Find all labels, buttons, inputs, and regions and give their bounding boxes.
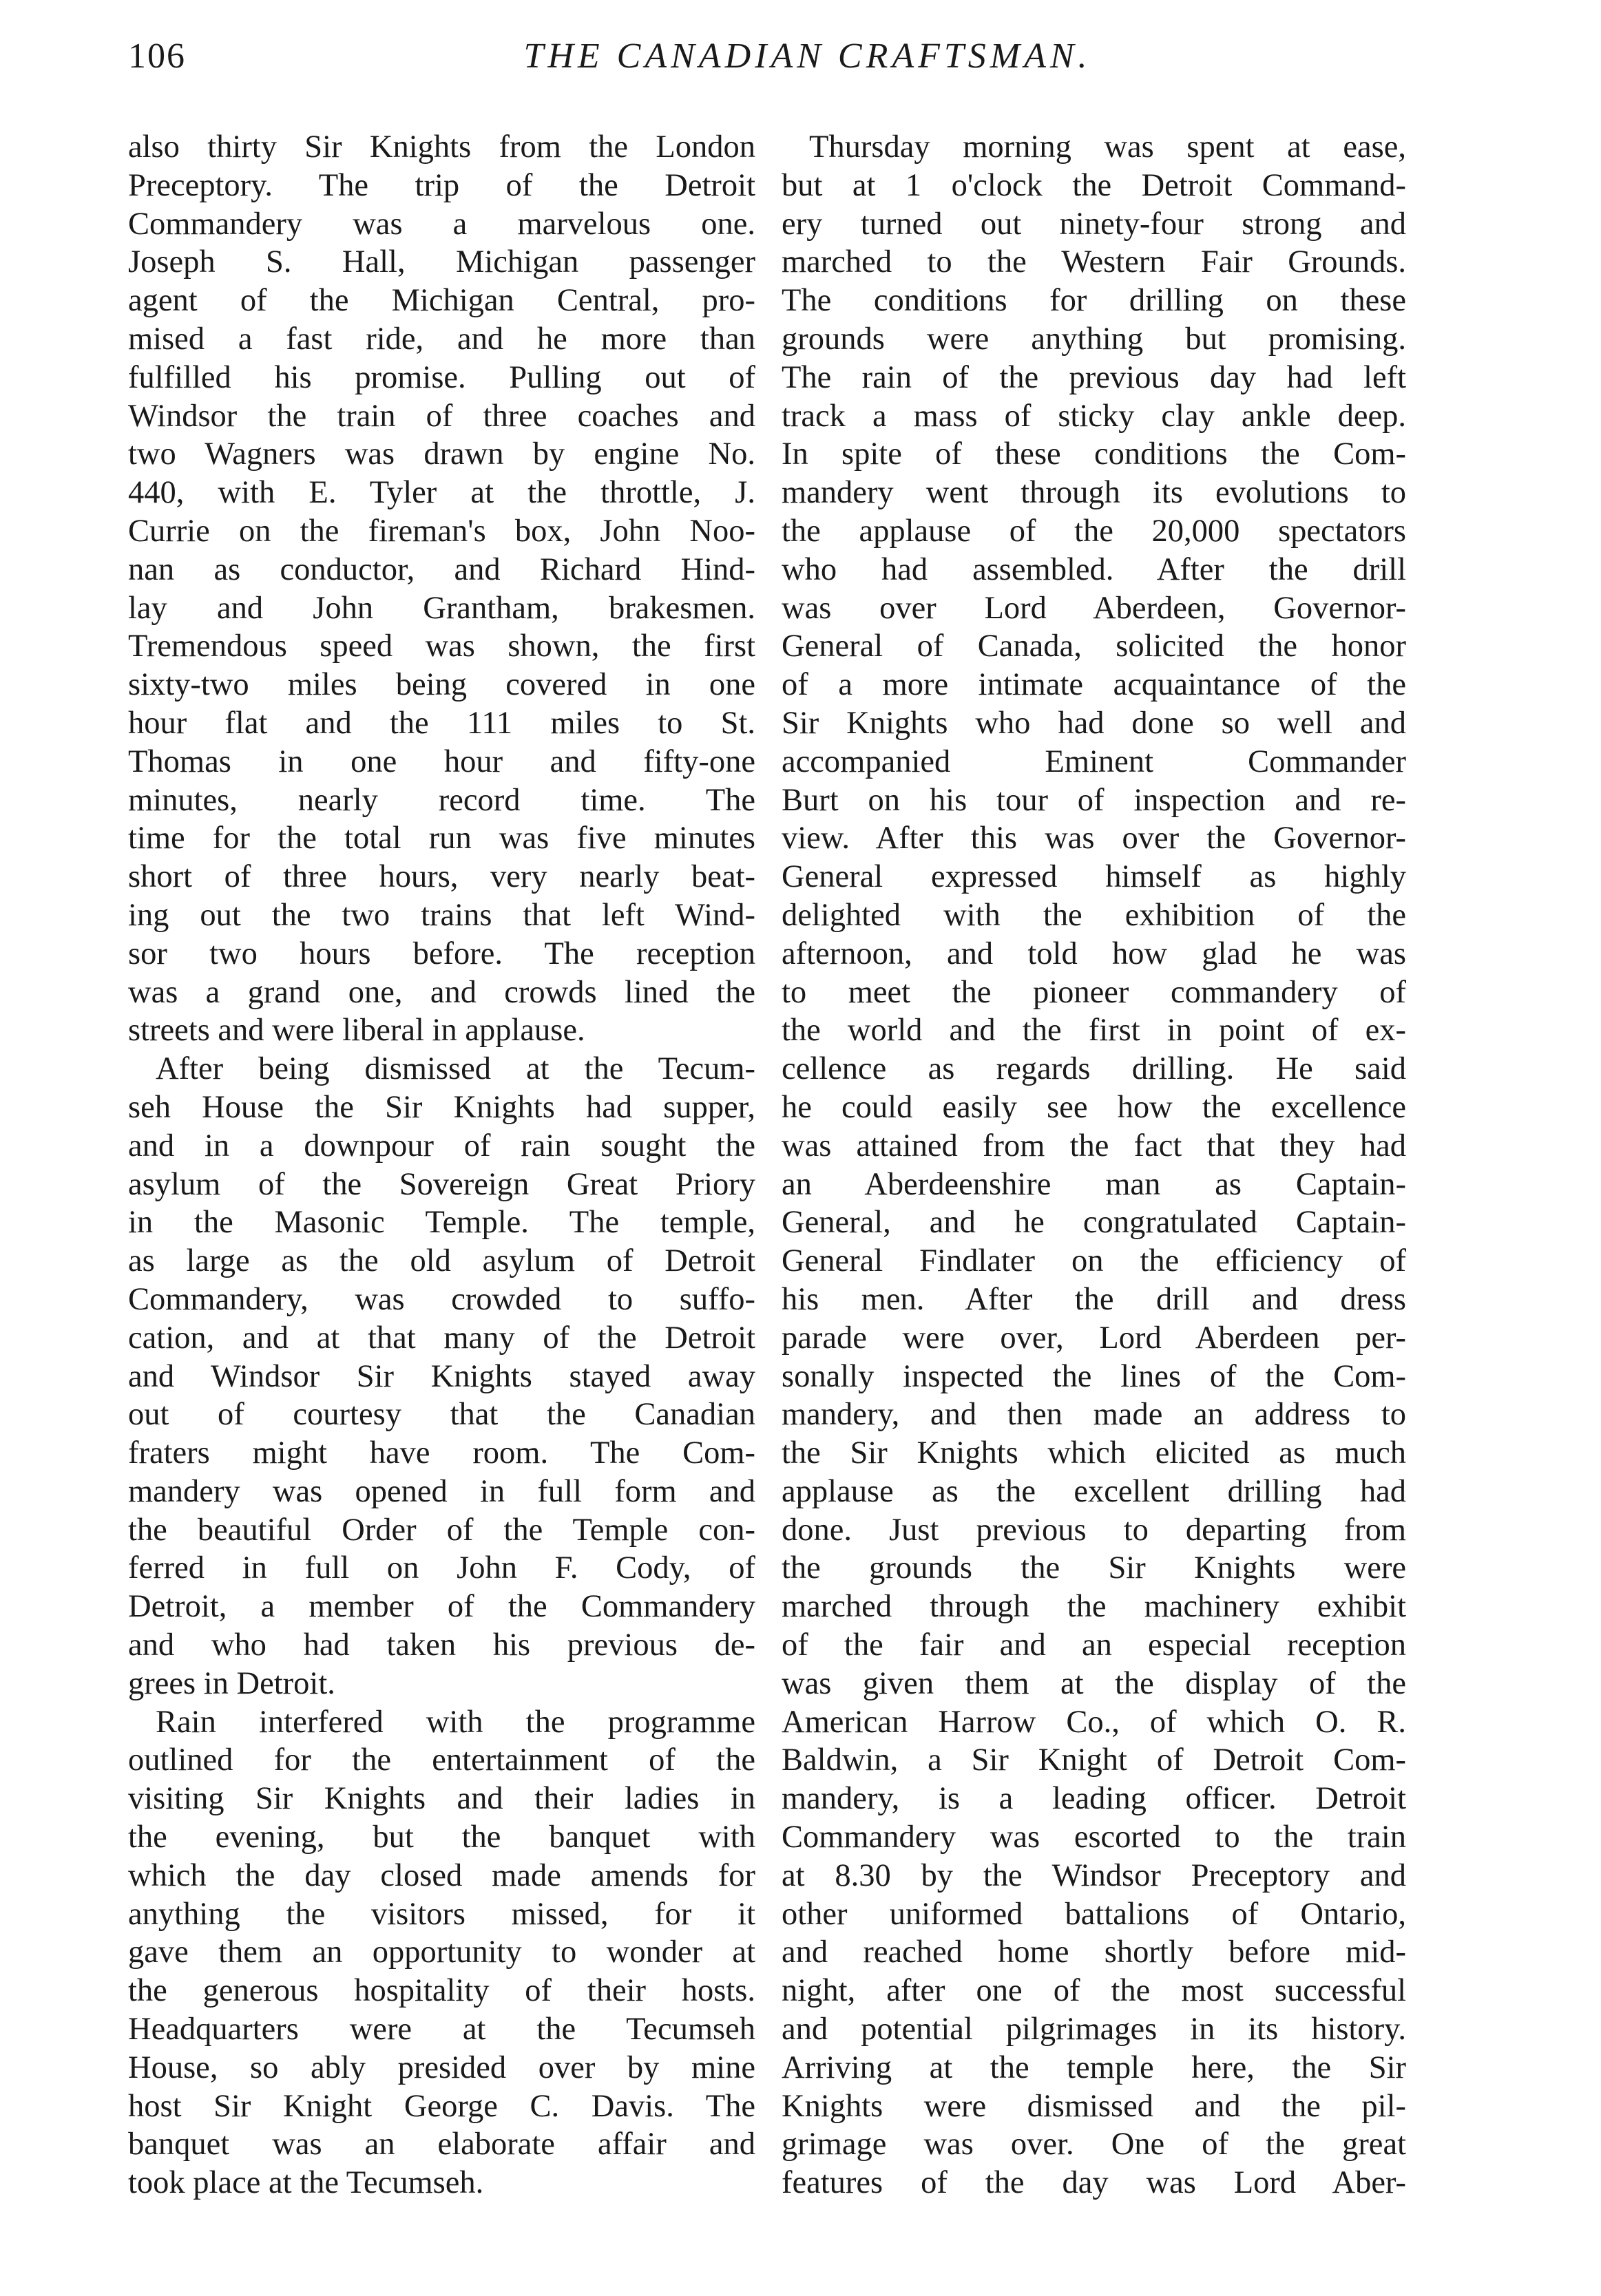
text-line: the generous hospitality of their hosts. [128, 1973, 755, 2009]
text-line: visiting Sir Knights and their ladies in [128, 1781, 755, 1817]
text-line: the world and the first in point of ex- [782, 1013, 1406, 1049]
text-line: sor two hours before. The reception [128, 936, 755, 971]
text-line: and potential pilgrimages in its history. [782, 2012, 1406, 2047]
text-line: General expressed himself as highly [782, 859, 1406, 895]
text-line: at 8.30 by the Windsor Preceptory and [782, 1857, 1406, 1893]
text-line: he could easily see how the excellence [782, 1089, 1406, 1125]
text-line: grimage was over. One of the great [782, 2127, 1406, 2162]
text-line: General Findlater on the efficiency of [782, 1243, 1406, 1279]
text-line: hour flat and the 111 miles to St. [128, 705, 755, 741]
text-line: Thursday morning was spent at ease, [809, 129, 1406, 165]
text-line: ery turned out ninety-four strong and [782, 206, 1406, 242]
text-line: marched through the machinery exhibit [782, 1589, 1406, 1625]
text-line: which the day closed made amends for [128, 1857, 755, 1893]
text-line: Detroit, a member of the Commandery [128, 1589, 755, 1625]
text-line: accompanied Eminent Commander [782, 744, 1406, 779]
text-line: the applause of the 20,000 spectators [782, 513, 1406, 549]
text-line: was a grand one, and crowds lined the [128, 974, 755, 1010]
text-line: Windsor the train of three coaches and [128, 398, 755, 434]
text-line: applause as the excellent drilling had [782, 1473, 1406, 1509]
text-line: Preceptory. The trip of the Detroit [128, 167, 755, 203]
text-line: fulfilled his promise. Pulling out of [128, 359, 755, 395]
text-line: night, after one of the most successful [782, 1973, 1406, 2009]
text-line: out of courtesy that the Canadian [128, 1397, 755, 1433]
text-line: and in a downpour of rain sought the [128, 1128, 755, 1163]
text-line: host Sir Knight George C. Davis. The [128, 2088, 755, 2124]
text-line: two Wagners was drawn by engine No. [128, 436, 755, 472]
text-line: ferred in full on John F. Cody, of [128, 1550, 755, 1586]
text-line: minutes, nearly record time. The [128, 782, 755, 818]
text-line: also thirty Sir Knights from the London [128, 129, 755, 165]
text-line: Currie on the fireman's box, John Noo- [128, 513, 755, 549]
text-line: and Windsor Sir Knights stayed away [128, 1358, 755, 1394]
text-line: After being dismissed at the Tecum- [156, 1051, 755, 1087]
text-line: Tremendous speed was shown, the first [128, 629, 755, 664]
text-line: asylum of the Sovereign Great Priory [128, 1166, 755, 1202]
text-line: marched to the Western Fair Grounds. [782, 244, 1406, 280]
right-column [782, 128, 1406, 2202]
text-line: Thomas in one hour and fifty-one [128, 744, 755, 779]
text-line: agent of the Michigan Central, pro- [128, 283, 755, 319]
text-line: grounds were anything but promising. [782, 321, 1406, 357]
text-line: was over Lord Aberdeen, Governor- [782, 590, 1406, 626]
text-line: and who had taken his previous de- [128, 1628, 755, 1663]
text-line: Baldwin, a Sir Knight of Detroit Com- [782, 1742, 1406, 1778]
text-line: of the fair and an especial reception [782, 1628, 1406, 1663]
text-line: nan as conductor, and Richard Hind- [128, 551, 755, 587]
text-line: of a more intimate acquaintance of the [782, 667, 1406, 703]
text-line: Joseph S. Hall, Michigan passenger [128, 244, 755, 280]
text-line: streets and were liberal in applause. [128, 1013, 585, 1049]
paragraph [782, 128, 1406, 2202]
text-line: as large as the old asylum of Detroit [128, 1243, 755, 1279]
text-line: outlined for the entertainment of the [128, 1742, 755, 1778]
text-line: General of Canada, solicited the honor [782, 629, 1406, 664]
text-line: cation, and at that many of the Detroit [128, 1320, 755, 1356]
text-line: Arriving at the temple here, the Sir [782, 2050, 1406, 2085]
text-line: the grounds the Sir Knights were [782, 1550, 1406, 1586]
text-line: Rain interfered with the programme [156, 1704, 755, 1740]
text-line: 440, with E. Tyler at the throttle, J. [128, 475, 755, 511]
text-line: view. After this was over the Governor- [782, 821, 1406, 856]
text-line: Commandery was escorted to the train [782, 1820, 1406, 1855]
text-line: fraters might have room. The Com- [128, 1435, 755, 1471]
text-line: Knights were dismissed and the pil- [782, 2088, 1406, 2124]
text-line: The rain of the previous day had left [782, 359, 1406, 395]
text-line: mandery, and then made an address to [782, 1397, 1406, 1433]
text-line: American Harrow Co., of which O. R. [782, 1704, 1406, 1740]
text-line: House, so ably presided over by mine [128, 2050, 755, 2085]
text-line: his men. After the drill and dress [782, 1281, 1406, 1317]
left-column [128, 128, 755, 2202]
text-line: short of three hours, very nearly beat- [128, 859, 755, 895]
paragraph [128, 1050, 755, 1703]
text-line: the beautiful Order of the Temple con- [128, 1512, 755, 1548]
text-line: Burt on his tour of inspection and re- [782, 782, 1406, 818]
text-line: mised a fast ride, and he more than [128, 321, 755, 357]
text-line: the evening, but the banquet with [128, 1820, 755, 1855]
text-line: Commandery, was crowded to suffo- [128, 1281, 755, 1317]
text-line: an Aberdeenshire man as Captain- [782, 1166, 1406, 1202]
paragraph [128, 1703, 755, 2202]
text-line: delighted with the exhibition of the [782, 897, 1406, 933]
text-line: lay and John Grantham, brakesmen. [128, 590, 755, 626]
text-line: who had assembled. After the drill [782, 551, 1406, 587]
text-line: took place at the Tecumseh. [128, 2165, 484, 2201]
text-line: cellence as regards drilling. He said [782, 1051, 1406, 1087]
text-line: parade were over, Lord Aberdeen per- [782, 1320, 1406, 1356]
text-line: in the Masonic Temple. The temple, [128, 1205, 755, 1241]
text-line: was given them at the display of the [782, 1665, 1406, 1701]
text-line: Sir Knights who had done so well and [782, 705, 1406, 741]
text-line: done. Just previous to departing from [782, 1512, 1406, 1548]
text-line: anything the visitors missed, for it [128, 1896, 755, 1932]
text-line: mandery was opened in full form and [128, 1473, 755, 1509]
text-line: mandery, is a leading officer. Detroit [782, 1781, 1406, 1817]
text-line: to meet the pioneer commandery of [782, 974, 1406, 1010]
text-line: In spite of these conditions the Com- [782, 436, 1406, 472]
text-line: but at 1 o'clock the Detroit Command- [782, 167, 1406, 203]
text-line: Headquarters were at the Tecumseh [128, 2012, 755, 2047]
text-line: grees in Detroit. [128, 1665, 335, 1701]
text-line: other uniformed battalions of Ontario, [782, 1896, 1406, 1932]
text-line: The conditions for drilling on these [782, 283, 1406, 319]
page-number: 106 [128, 36, 186, 76]
text-line: mandery went through its evolutions to [782, 475, 1406, 511]
text-line: seh House the Sir Knights had supper, [128, 1089, 755, 1125]
text-line: was attained from the fact that they had [782, 1128, 1406, 1163]
running-title: THE CANADIAN CRAFTSMAN. [523, 36, 1091, 76]
text-line: track a mass of sticky clay ankle deep. [782, 398, 1406, 434]
text-line: Commandery was a marvelous one. [128, 206, 755, 242]
text-line: gave them an opportunity to wonder at [128, 1935, 755, 1970]
text-line: General, and he congratulated Captain- [782, 1205, 1406, 1241]
text-line: and reached home shortly before mid- [782, 1935, 1406, 1970]
text-line: features of the day was Lord Aber- [782, 2165, 1406, 2201]
text-line: afternoon, and told how glad he was [782, 936, 1406, 971]
text-line: time for the total run was five minutes [128, 821, 755, 856]
text-line: sonally inspected the lines of the Com- [782, 1358, 1406, 1394]
text-line: sixty-two miles being covered in one [128, 667, 755, 703]
text-line: the Sir Knights which elicited as much [782, 1435, 1406, 1471]
text-line: ing out the two trains that left Wind- [128, 897, 755, 933]
paragraph [128, 128, 755, 1050]
text-line: banquet was an elaborate affair and [128, 2127, 755, 2162]
